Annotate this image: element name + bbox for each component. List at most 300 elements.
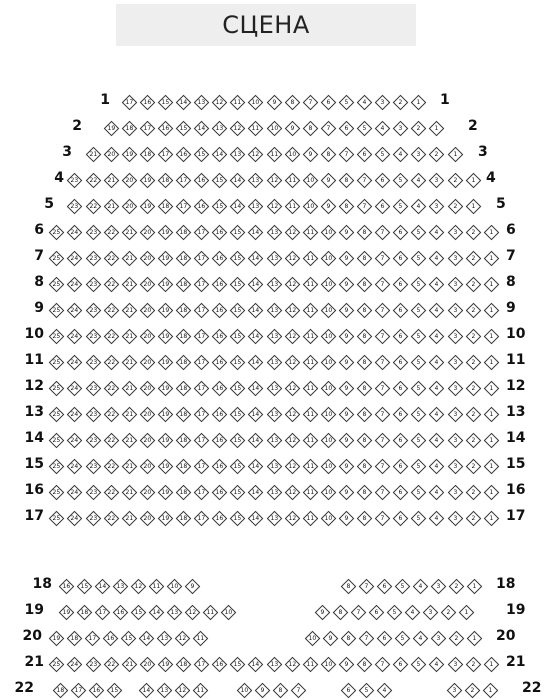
seat[interactable] [357, 146, 373, 162]
seat[interactable] [411, 172, 427, 188]
seat[interactable] [411, 656, 427, 672]
seat[interactable] [411, 354, 427, 370]
seat[interactable] [411, 120, 427, 136]
seat[interactable] [320, 354, 336, 370]
seat[interactable] [447, 328, 463, 344]
seat[interactable] [85, 380, 101, 396]
seat[interactable] [149, 578, 165, 594]
seat[interactable] [314, 604, 330, 620]
seat[interactable] [429, 276, 445, 292]
seat[interactable] [212, 656, 228, 672]
seat[interactable] [157, 302, 173, 318]
seat[interactable] [411, 224, 427, 240]
seat[interactable] [411, 328, 427, 344]
seat[interactable] [139, 484, 155, 500]
seat[interactable] [194, 432, 210, 448]
seat[interactable] [375, 302, 391, 318]
seat[interactable] [176, 146, 192, 162]
seat[interactable] [394, 578, 410, 594]
seat[interactable] [157, 276, 173, 292]
seat[interactable] [230, 120, 246, 136]
seat[interactable] [49, 458, 65, 474]
seat[interactable] [429, 406, 445, 422]
seat[interactable] [230, 250, 246, 266]
seat[interactable] [447, 250, 463, 266]
seat[interactable] [429, 302, 445, 318]
seat[interactable] [375, 406, 391, 422]
seat[interactable] [284, 406, 300, 422]
seat[interactable] [212, 354, 228, 370]
seat[interactable] [465, 328, 481, 344]
seat[interactable] [212, 458, 228, 474]
seat[interactable] [338, 380, 354, 396]
seat[interactable] [121, 198, 137, 214]
seat[interactable] [302, 250, 318, 266]
seat[interactable] [429, 354, 445, 370]
seat[interactable] [375, 276, 391, 292]
seat[interactable] [429, 656, 445, 672]
seat[interactable] [176, 224, 192, 240]
seat[interactable] [212, 94, 228, 110]
seat[interactable] [320, 94, 336, 110]
seat[interactable] [386, 604, 402, 620]
seat[interactable] [320, 302, 336, 318]
seat[interactable] [193, 630, 209, 646]
seat[interactable] [103, 302, 119, 318]
seat[interactable] [248, 656, 264, 672]
seat[interactable] [212, 224, 228, 240]
seat[interactable] [447, 484, 463, 500]
seat[interactable] [467, 578, 483, 594]
seat[interactable] [284, 656, 300, 672]
seat[interactable] [157, 432, 173, 448]
seat[interactable] [139, 406, 155, 422]
seat[interactable] [393, 250, 409, 266]
seat[interactable] [375, 432, 391, 448]
seat[interactable] [357, 94, 373, 110]
seat[interactable] [338, 302, 354, 318]
seat[interactable] [393, 94, 409, 110]
seat[interactable] [230, 432, 246, 448]
seat[interactable] [302, 224, 318, 240]
seat[interactable] [411, 250, 427, 266]
seat[interactable] [320, 172, 336, 188]
seat[interactable] [320, 120, 336, 136]
seat[interactable] [121, 94, 137, 110]
seat[interactable] [76, 578, 92, 594]
seat[interactable] [121, 328, 137, 344]
seat[interactable] [338, 120, 354, 136]
seat[interactable] [429, 146, 445, 162]
seat[interactable] [194, 302, 210, 318]
seat[interactable] [85, 302, 101, 318]
seat[interactable] [429, 510, 445, 526]
seat[interactable] [375, 380, 391, 396]
seat[interactable] [338, 406, 354, 422]
seat[interactable] [248, 224, 264, 240]
seat[interactable] [266, 432, 282, 448]
seat[interactable] [121, 302, 137, 318]
seat[interactable] [272, 682, 288, 698]
seat[interactable] [483, 302, 499, 318]
seat[interactable] [483, 354, 499, 370]
seat[interactable] [67, 484, 83, 500]
seat[interactable] [49, 484, 65, 500]
seat[interactable] [393, 198, 409, 214]
seat[interactable] [375, 146, 391, 162]
seat[interactable] [483, 510, 499, 526]
seat[interactable] [411, 432, 427, 448]
seat[interactable] [194, 406, 210, 422]
seat[interactable] [85, 276, 101, 292]
seat[interactable] [139, 630, 155, 646]
seat[interactable] [412, 578, 428, 594]
seat[interactable] [157, 120, 173, 136]
seat[interactable] [248, 458, 264, 474]
seat[interactable] [194, 328, 210, 344]
seat[interactable] [302, 380, 318, 396]
seat[interactable] [156, 682, 172, 698]
seat[interactable] [465, 276, 481, 292]
seat[interactable] [357, 380, 373, 396]
seat[interactable] [157, 198, 173, 214]
seat[interactable] [447, 354, 463, 370]
seat[interactable] [393, 484, 409, 500]
seat[interactable] [266, 380, 282, 396]
seat[interactable] [266, 224, 282, 240]
seat[interactable] [230, 406, 246, 422]
seat[interactable] [284, 380, 300, 396]
seat[interactable] [302, 484, 318, 500]
seat[interactable] [139, 172, 155, 188]
seat[interactable] [121, 146, 137, 162]
seat[interactable] [103, 458, 119, 474]
seat[interactable] [465, 250, 481, 266]
seat[interactable] [302, 432, 318, 448]
seat[interactable] [157, 94, 173, 110]
seat[interactable] [284, 484, 300, 500]
seat[interactable] [58, 578, 74, 594]
seat[interactable] [429, 432, 445, 448]
seat[interactable] [284, 94, 300, 110]
seat[interactable] [284, 250, 300, 266]
seat[interactable] [67, 380, 83, 396]
seat[interactable] [139, 198, 155, 214]
seat[interactable] [375, 458, 391, 474]
seat[interactable] [67, 224, 83, 240]
seat[interactable] [157, 380, 173, 396]
seat[interactable] [320, 458, 336, 474]
seat[interactable] [338, 250, 354, 266]
seat[interactable] [230, 484, 246, 500]
seat[interactable] [230, 656, 246, 672]
seat[interactable] [230, 94, 246, 110]
seat[interactable] [284, 432, 300, 448]
seat[interactable] [85, 198, 101, 214]
seat[interactable] [320, 250, 336, 266]
seat[interactable] [411, 380, 427, 396]
seat[interactable] [376, 630, 392, 646]
seat[interactable] [375, 328, 391, 344]
seat[interactable] [266, 354, 282, 370]
seat[interactable] [185, 578, 201, 594]
seat[interactable] [176, 302, 192, 318]
seat[interactable] [139, 656, 155, 672]
seat[interactable] [176, 198, 192, 214]
seat[interactable] [248, 172, 264, 188]
seat[interactable] [103, 250, 119, 266]
seat[interactable] [320, 198, 336, 214]
seat[interactable] [411, 510, 427, 526]
seat[interactable] [266, 94, 282, 110]
seat[interactable] [284, 198, 300, 214]
seat[interactable] [121, 458, 137, 474]
seat[interactable] [230, 380, 246, 396]
seat[interactable] [395, 630, 411, 646]
seat[interactable] [121, 354, 137, 370]
seat[interactable] [48, 630, 64, 646]
seat[interactable] [212, 172, 228, 188]
seat[interactable] [431, 578, 447, 594]
seat[interactable] [85, 458, 101, 474]
seat[interactable] [176, 328, 192, 344]
seat[interactable] [121, 120, 137, 136]
seat[interactable] [121, 172, 137, 188]
seat[interactable] [357, 276, 373, 292]
seat[interactable] [67, 302, 83, 318]
seat[interactable] [139, 94, 155, 110]
seat[interactable] [429, 328, 445, 344]
seat[interactable] [88, 682, 104, 698]
seat[interactable] [254, 682, 270, 698]
seat[interactable] [174, 682, 190, 698]
seat[interactable] [230, 354, 246, 370]
seat[interactable] [212, 380, 228, 396]
seat[interactable] [248, 510, 264, 526]
seat[interactable] [393, 302, 409, 318]
seat[interactable] [411, 406, 427, 422]
seat[interactable] [157, 630, 173, 646]
seat[interactable] [139, 276, 155, 292]
seat[interactable] [194, 656, 210, 672]
seat[interactable] [375, 354, 391, 370]
seat[interactable] [393, 458, 409, 474]
seat[interactable] [194, 354, 210, 370]
seat[interactable] [85, 250, 101, 266]
seat[interactable] [284, 302, 300, 318]
seat[interactable] [483, 484, 499, 500]
seat[interactable] [139, 302, 155, 318]
seat[interactable] [357, 120, 373, 136]
seat[interactable] [302, 406, 318, 422]
seat[interactable] [212, 510, 228, 526]
seat[interactable] [130, 604, 146, 620]
seat[interactable] [212, 432, 228, 448]
seat[interactable] [483, 250, 499, 266]
seat[interactable] [49, 406, 65, 422]
seat[interactable] [139, 510, 155, 526]
seat[interactable] [358, 630, 374, 646]
seat[interactable] [482, 682, 498, 698]
seat[interactable] [411, 146, 427, 162]
seat[interactable] [447, 656, 463, 672]
seat[interactable] [176, 406, 192, 422]
seat[interactable] [192, 682, 208, 698]
seat[interactable] [429, 224, 445, 240]
seat[interactable] [411, 458, 427, 474]
seat[interactable] [290, 682, 306, 698]
seat[interactable] [121, 432, 137, 448]
seat[interactable] [302, 458, 318, 474]
seat[interactable] [212, 198, 228, 214]
seat[interactable] [302, 198, 318, 214]
seat[interactable] [322, 630, 338, 646]
seat[interactable] [357, 172, 373, 188]
seat[interactable] [357, 484, 373, 500]
seat[interactable] [67, 354, 83, 370]
seat[interactable] [103, 380, 119, 396]
seat[interactable] [221, 604, 237, 620]
seat[interactable] [49, 250, 65, 266]
seat[interactable] [84, 630, 100, 646]
seat[interactable] [375, 120, 391, 136]
seat[interactable] [248, 302, 264, 318]
seat[interactable] [393, 510, 409, 526]
seat[interactable] [139, 354, 155, 370]
seat[interactable] [375, 510, 391, 526]
seat[interactable] [302, 510, 318, 526]
seat[interactable] [67, 328, 83, 344]
seat[interactable] [121, 484, 137, 500]
seat[interactable] [157, 250, 173, 266]
seat[interactable] [393, 146, 409, 162]
seat[interactable] [357, 224, 373, 240]
seat[interactable] [357, 510, 373, 526]
seat[interactable] [85, 172, 101, 188]
seat[interactable] [411, 302, 427, 318]
seat[interactable] [248, 94, 264, 110]
seat[interactable] [357, 656, 373, 672]
seat[interactable] [320, 484, 336, 500]
seat[interactable] [266, 510, 282, 526]
seat[interactable] [194, 120, 210, 136]
seat[interactable] [67, 172, 83, 188]
seat[interactable] [302, 120, 318, 136]
seat[interactable] [121, 656, 137, 672]
seat[interactable] [375, 656, 391, 672]
seat[interactable] [284, 120, 300, 136]
seat[interactable] [103, 224, 119, 240]
seat[interactable] [429, 172, 445, 188]
seat[interactable] [483, 406, 499, 422]
seat[interactable] [248, 432, 264, 448]
seat[interactable] [423, 604, 439, 620]
seat[interactable] [103, 198, 119, 214]
seat[interactable] [85, 224, 101, 240]
seat[interactable] [176, 458, 192, 474]
seat[interactable] [130, 578, 146, 594]
seat[interactable] [194, 94, 210, 110]
seat[interactable] [284, 276, 300, 292]
seat[interactable] [103, 510, 119, 526]
seat[interactable] [121, 380, 137, 396]
seat[interactable] [350, 604, 366, 620]
seat[interactable] [393, 328, 409, 344]
seat[interactable] [248, 276, 264, 292]
seat[interactable] [139, 146, 155, 162]
seat[interactable] [465, 432, 481, 448]
seat[interactable] [375, 94, 391, 110]
seat[interactable] [284, 510, 300, 526]
seat[interactable] [103, 354, 119, 370]
seat[interactable] [320, 656, 336, 672]
seat[interactable] [157, 484, 173, 500]
seat[interactable] [230, 224, 246, 240]
seat[interactable] [411, 94, 427, 110]
seat[interactable] [85, 510, 101, 526]
seat[interactable] [139, 380, 155, 396]
seat[interactable] [447, 406, 463, 422]
seat[interactable] [106, 682, 122, 698]
seat[interactable] [94, 578, 110, 594]
seat[interactable] [157, 406, 173, 422]
seat[interactable] [446, 682, 462, 698]
seat[interactable] [248, 484, 264, 500]
seat[interactable] [358, 578, 374, 594]
seat[interactable] [320, 328, 336, 344]
seat[interactable] [230, 328, 246, 344]
seat[interactable] [67, 276, 83, 292]
seat[interactable] [212, 276, 228, 292]
seat[interactable] [194, 250, 210, 266]
seat[interactable] [194, 172, 210, 188]
seat[interactable] [284, 458, 300, 474]
seat[interactable] [357, 406, 373, 422]
seat[interactable] [176, 510, 192, 526]
seat[interactable] [393, 120, 409, 136]
seat[interactable] [338, 172, 354, 188]
seat[interactable] [248, 380, 264, 396]
seat[interactable] [302, 146, 318, 162]
seat[interactable] [447, 224, 463, 240]
seat[interactable] [139, 250, 155, 266]
seat[interactable] [194, 510, 210, 526]
seat[interactable] [429, 484, 445, 500]
seat[interactable] [176, 120, 192, 136]
seat[interactable] [302, 328, 318, 344]
seat[interactable] [393, 380, 409, 396]
seat[interactable] [103, 146, 119, 162]
seat[interactable] [340, 578, 356, 594]
seat[interactable] [266, 250, 282, 266]
seat[interactable] [266, 120, 282, 136]
seat[interactable] [375, 484, 391, 500]
seat[interactable] [49, 380, 65, 396]
seat[interactable] [320, 406, 336, 422]
seat[interactable] [176, 380, 192, 396]
seat[interactable] [338, 432, 354, 448]
seat[interactable] [266, 484, 282, 500]
seat[interactable] [429, 458, 445, 474]
seat[interactable] [375, 250, 391, 266]
seat[interactable] [459, 604, 475, 620]
seat[interactable] [447, 146, 463, 162]
seat[interactable] [411, 198, 427, 214]
seat[interactable] [194, 224, 210, 240]
seat[interactable] [212, 120, 228, 136]
seat[interactable] [449, 630, 465, 646]
seat[interactable] [230, 302, 246, 318]
